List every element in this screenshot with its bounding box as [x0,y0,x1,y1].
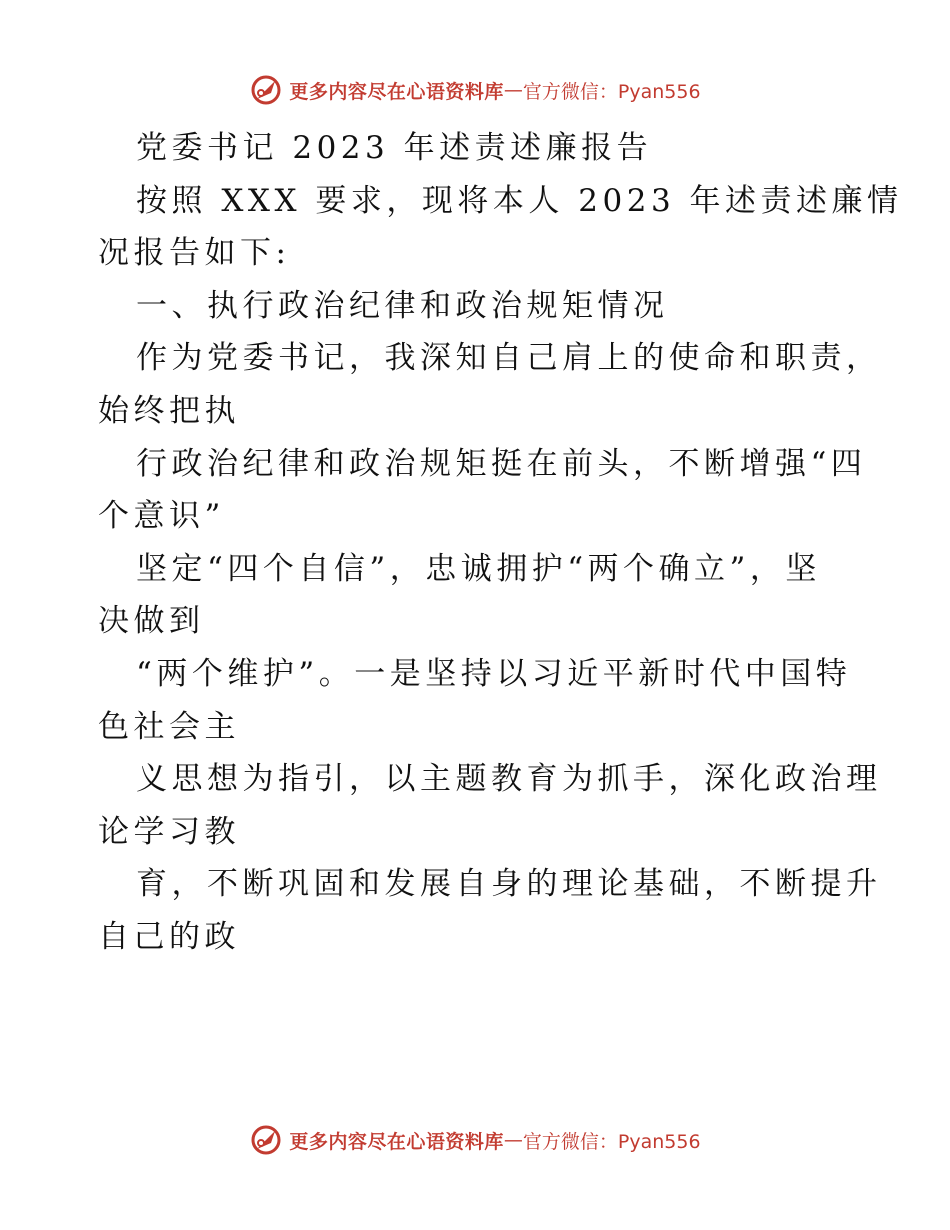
paragraph-line: 坚定“四个自信”，忠诚拥护“两个确立”，坚 [136,550,821,587]
paragraph-line: 个意识” [98,498,225,535]
document-body [98,122,903,964]
header-watermark [0,70,950,110]
paragraph-line: 色社会主 [98,708,240,745]
section-heading: 一、执行政治纪律和政治规矩情况 [136,287,669,324]
paragraph-line: 义思想为指引，以主题教育为抓手，深化政治理 [136,761,882,798]
paragraph-line: 自己的政 [98,918,240,955]
document-title: 党委书记 2023 年述责述廉报告 [136,130,653,166]
watermark-contact: 官方微信：Pyan556 [522,1130,701,1153]
watermark-brand: 更多内容尽在心语资料库 [289,80,504,103]
paragraph-line: 况报告如下: [98,235,291,272]
watermark-separator: — [503,1129,523,1151]
watermark-separator: — [503,79,523,101]
paragraph-line: “两个维护”。一是坚持以习近平新时代中国特 [136,655,852,692]
paragraph-line: 决做到 [98,603,205,640]
footer-watermark [0,1120,950,1160]
paragraph-line: 行政治纪律和政治规矩挺在前头，不断增强“四 [136,445,867,482]
paragraph-line: 育，不断巩固和发展自身的理论基础，不断提升 [136,866,882,903]
paragraph-line: 作为党委书记，我深知自己肩上的使命和职责， [136,340,882,377]
paragraph-line: 按照 XXX 要求，现将本人 2023 年述责述廉情 [136,182,903,219]
watermark-brand: 更多内容尽在心语资料库 [289,1130,504,1153]
watermark-contact: 官方微信：Pyan556 [522,80,701,103]
paragraph-line: 始终把执 [98,392,240,429]
quill-logo-icon [249,73,283,107]
quill-logo-icon [249,1123,283,1157]
paragraph-line: 论学习教 [98,813,240,850]
